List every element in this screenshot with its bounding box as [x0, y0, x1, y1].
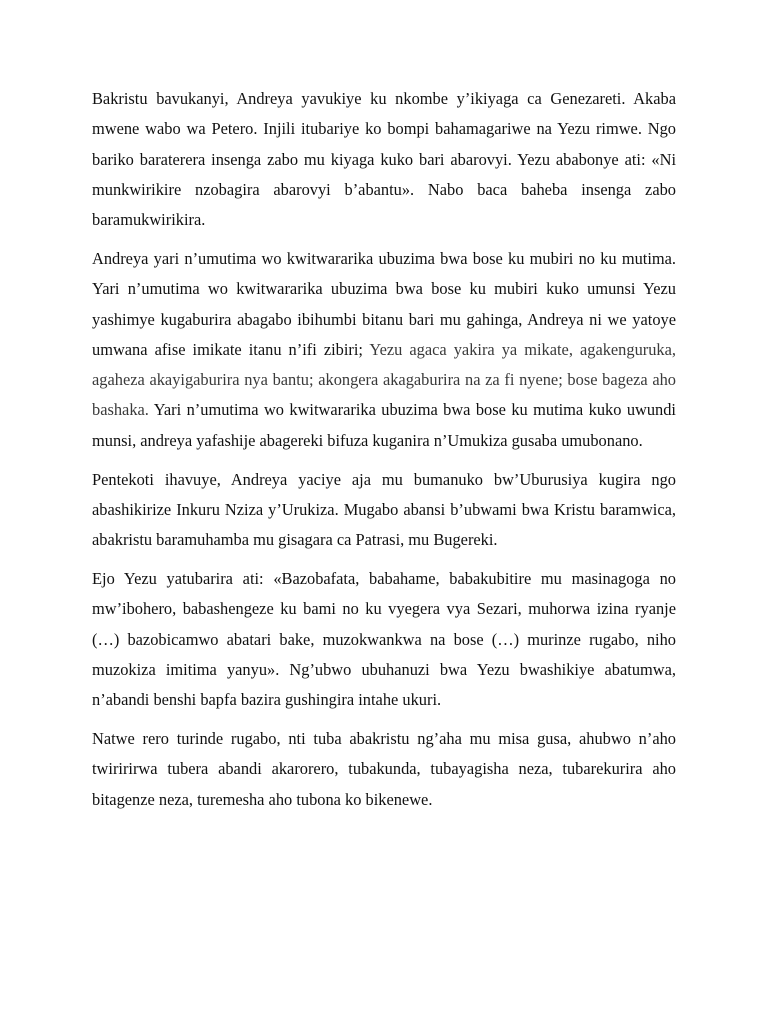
paragraph-2	[92, 244, 676, 456]
paragraph-5	[92, 724, 676, 815]
paragraph-4	[92, 564, 676, 715]
paragraph-4-text: Ejo Yezu yatubarira ati: «Bazobafata, babahame, babakubitire mu masinagoga no mw’ibohero, babashengeze ku bami no ku vyegera vya Sezari, muhorwa izina ryanje (…) bazobicamwo abatari bake, muzokwankwa na bose (…) murinze rugabo, niho muzokiza imitima yanyu». Ng’ubwo ubuhanuzi bwa Yezu bwashikiye abatumwa, n’abandi benshi bapfa bazira gushingira intahe ukuri.	[92, 568, 676, 710]
paragraph-2-text-a: Andreya yari n’umutima wo kwitwararika ubuzima bwa bose ku mubiri no ku mutima. Yari n’umutima wo kwitwararika ubuzima bwa bose ku mubiri kuko umunsi Yezu yashimye kugaburira abagabo ibihumbi bitanu bari mu gahinga, Andreya ni we yatoye umwana afise imikate itanu n’ifi zibiri;	[92, 248, 676, 359]
paragraph-3-text: Pentekoti ihavuye, Andreya yaciye aja mu bumanuko bw’Uburusiya kugira ngo abashikirize Inkuru Nziza y’Urukiza. Mugabo abansi b’ubwami bwa Kristu baramwica, abakristu baramuhamba mu gisagara ca Patrasi, mu Bugereki.	[92, 469, 676, 550]
paragraph-5-text: Natwe rero turinde rugabo, nti tuba abakristu ng’aha mu misa gusa, ahubwo n’aho twiririrwa tubera abandi akarorero, tubakunda, tubayagisha neza, tubarekurira aho bitagenze neza, turemesha aho tubona ko bikenewe.	[92, 728, 676, 809]
paragraph-1	[92, 84, 676, 235]
paragraph-2-text-b: Yezu agaca yakira ya mikate, agakenguruka, agaheza akayigaburira nya bantu; akongera akagaburira na za fi nyene; bose bageza aho bashaka.	[92, 339, 676, 420]
paragraph-1-text: Bakristu bavukanyi, Andreya yavukiye ku nkombe y’ikiyaga ca Genezareti. Akaba mwene wabo wa Petero. Injili itubariye ko bompi bahamagariwe na Yezu rimwe. Ngo bariko baraterera insenga zabo mu kiyaga kuko bari abarovyi. Yezu ababonye ati: «Ni munkwirikire nzobagira abarovyi b’abantu». Nabo baca baheba insenga zabo baramukwirikira.	[92, 89, 676, 230]
paragraph-2-text-c: Yari n’umutima wo kwitwararika ubuzima bwa bose ku mutima kuko uwundi munsi, andreya yafashije abagereki bifuza kuganira n’Umukiza gusaba umubonano.	[92, 400, 676, 450]
paragraph-3	[92, 465, 676, 556]
document-page	[92, 84, 676, 823]
